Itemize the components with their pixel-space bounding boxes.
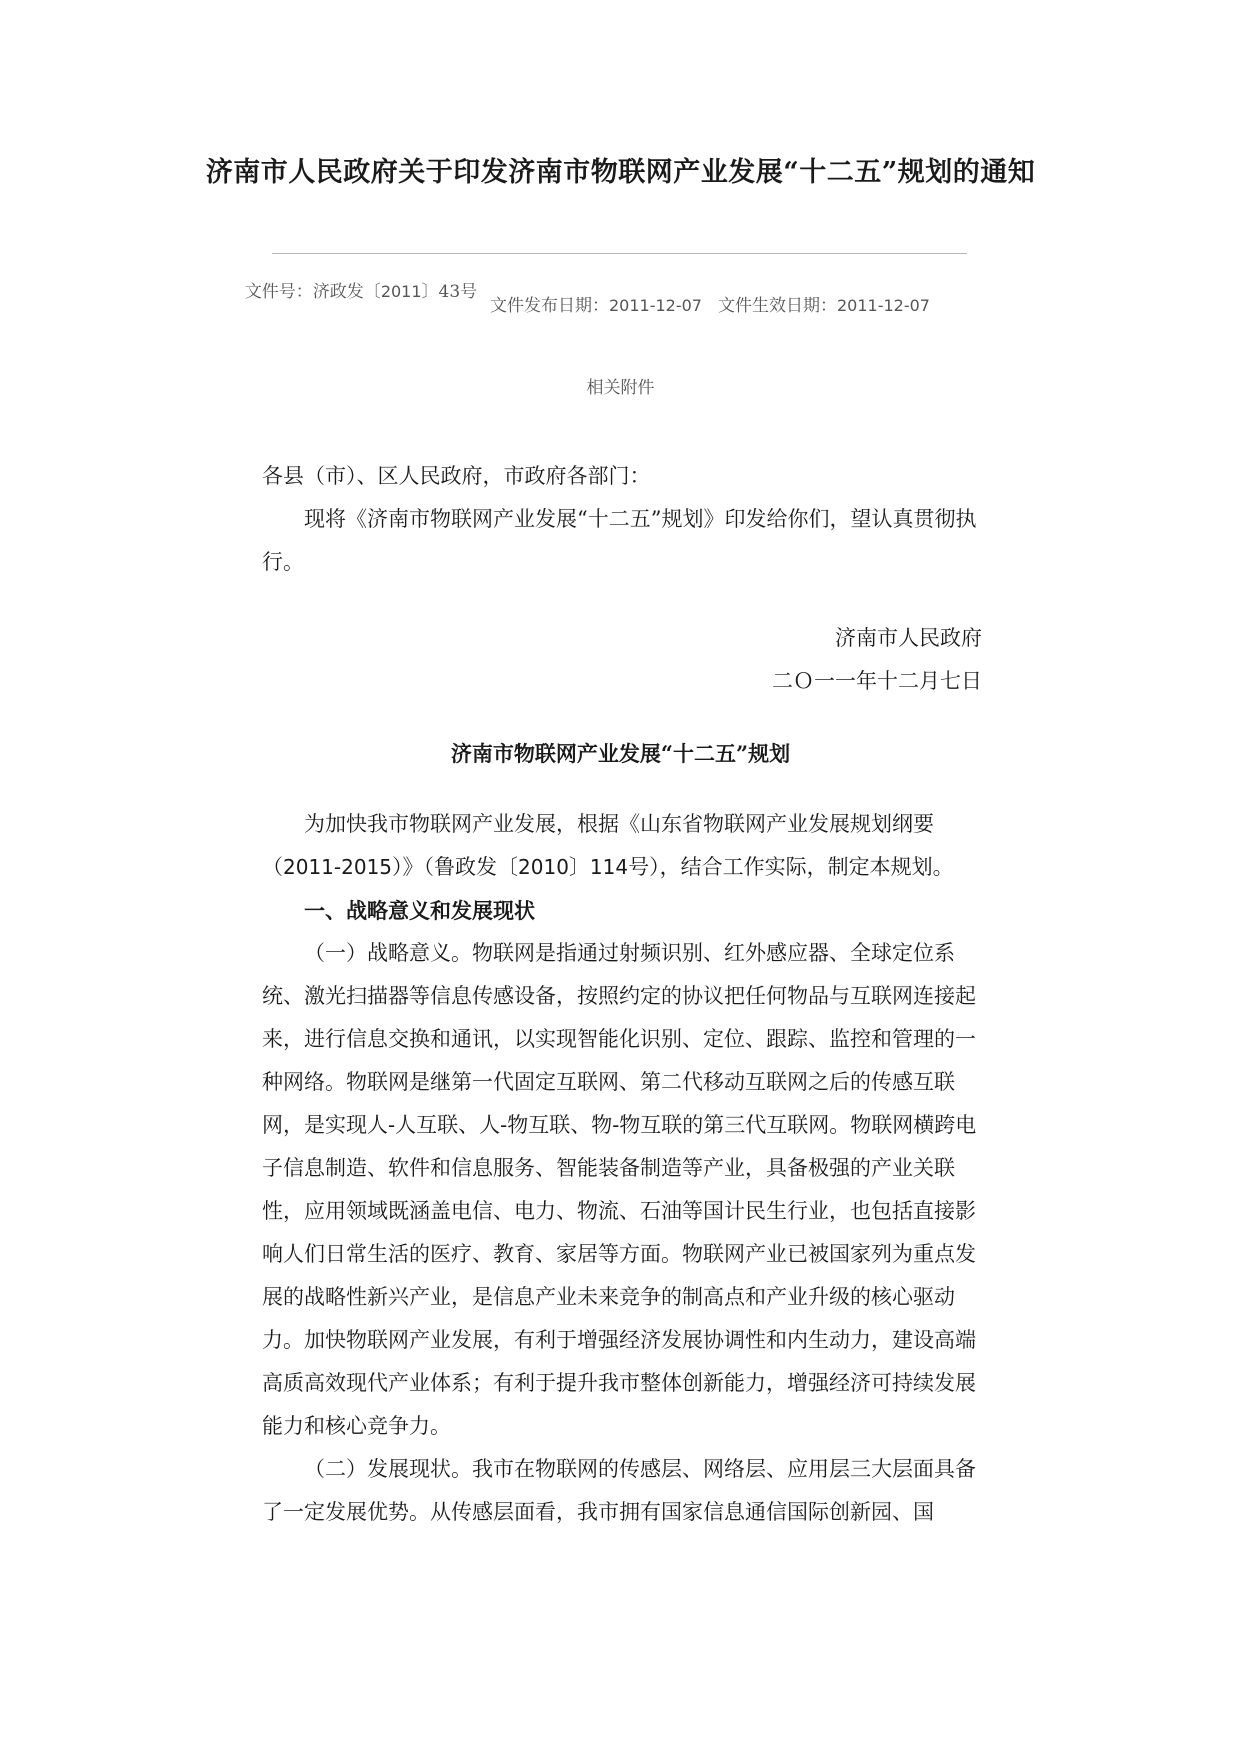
document-number <box>236 277 486 307</box>
plan-body <box>262 803 982 1534</box>
salutation <box>262 455 982 498</box>
intro-text-2: ）》（鲁政发〔 <box>392 855 519 879</box>
intro-number: 114 <box>589 855 629 879</box>
notice-body-text: 现将《济南市物联网产业发展“十二五”规划》印发给你们，望认真贯彻执行。 <box>262 507 977 574</box>
salutation-text: 各县（市）、区人民政府，市政府各部门： <box>262 464 651 488</box>
effective-date: 2011-12-07 <box>836 296 930 315</box>
issue-date: 2011-12-07 <box>609 296 702 315</box>
document-dates <box>490 291 930 321</box>
effective-date-label: 文件生效日期： <box>717 296 837 316</box>
status-paragraph: （二）发展现状。我市在物联网的传感层、网络层、应用层三大层面具备了一定发展优势。从传感层面看，我市拥有国家信息通信国际创新园、国 <box>262 1457 976 1524</box>
attachments-link[interactable]: 相关附件 <box>586 378 655 398</box>
plan-title: 济南市物联网产业发展“十二五”规划 <box>450 741 791 766</box>
docno-suffix: 〕43号 <box>421 282 478 302</box>
section-heading: 一、战略意义和发展现状 <box>304 898 535 923</box>
intro-years: 2011-2015 <box>283 855 393 879</box>
signature-date: 二Ｏ一一年十二月七日 <box>772 669 982 693</box>
intro-text-3: 〕 <box>568 855 590 879</box>
plan-intro-paragraph <box>262 803 982 889</box>
title-divider <box>272 253 967 254</box>
significance-paragraph: （一）战略意义。物联网是指通过射频识别、红外感应器、全球定位系统、激光扫描器等信息传感设备，按照约定的协议把任何物品与互联网连接起来，进行信息交换和通讯，以实现智能化识别、定位、跟踪、监控和管理的一种网络。物联网是继第一代固定互联网、第二代移动互联网之后的传感互联网，是实现人-人互联、人-物互联、物-物互联的第三代互联网。物联网横跨电子信息制造、软件和信息服务、智能装备制造等产业，具备极强的产业关联性，应用领域既涵盖电信、电力、物流、石油等国计民生行业，也包括直接影响人们日常生活的医疗、教育、家居等方面。物联网产业已被国家列为重点发展的战略性新兴产业，是信息产业未来竞争的制高点和产业升级的核心驱动力。加快物联网产业发展，有利于增强经济发展协调性和内生动力，建设高端高质高效现代产业体系；有利于提升我市整体创新能力，增强经济可持续发展能力和核心竞争力。 <box>262 941 977 1438</box>
intro-year2: 2010 <box>518 855 569 879</box>
signature-organization: 济南市人民政府 <box>835 626 982 650</box>
notice-body <box>262 498 982 584</box>
document-title: 济南市人民政府关于印发济南市物联网产业发展“十二五”规划的通知 <box>205 157 1036 188</box>
issue-date-label: 文件发布日期： <box>490 296 609 316</box>
intro-text-1: 为加快我市物联网产业发展，根据《山东省物联网产业发展规划纲要（ <box>262 812 934 879</box>
intro-text-4: 号），结合工作实际，制定本规划。 <box>628 855 954 879</box>
docno-label: 文件号：济政发〔 <box>244 282 381 302</box>
docno-year: 2011 <box>380 282 422 301</box>
